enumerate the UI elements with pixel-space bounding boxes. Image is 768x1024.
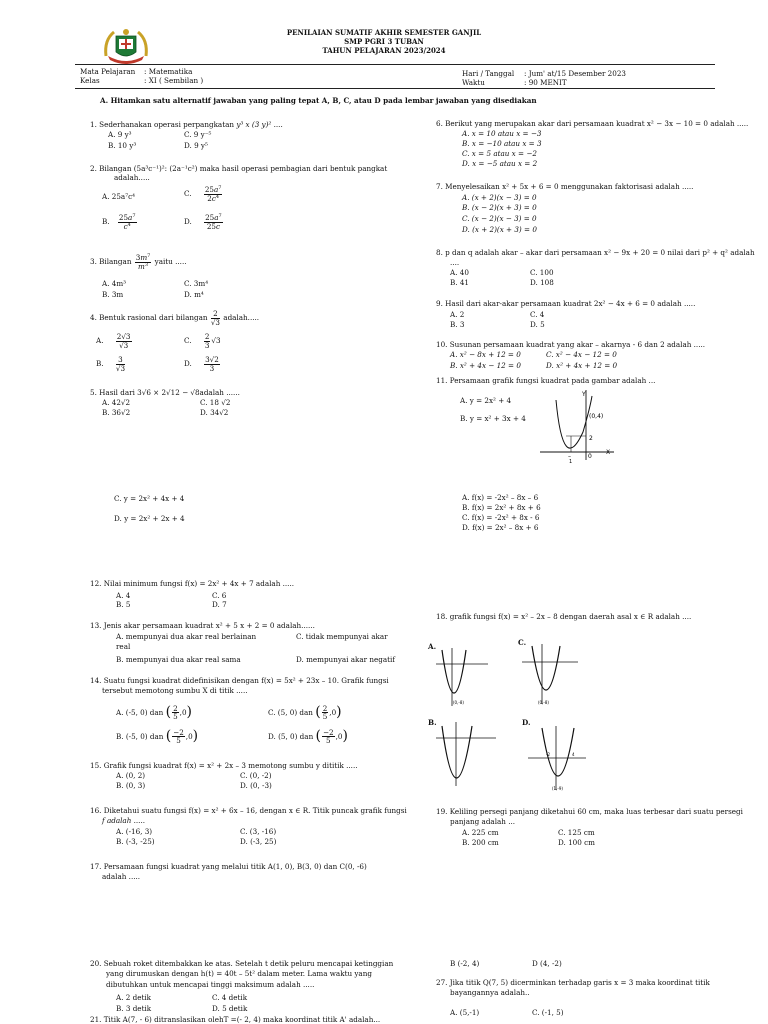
q11-x-label: X	[606, 449, 611, 456]
q27-option-c[interactable]: C. (-1, 5)	[532, 1008, 564, 1017]
q8-option-d[interactable]: D. 108	[530, 278, 554, 287]
q18c-curve	[532, 646, 560, 690]
q1-option-c[interactable]: C. 9 y⁻⁵	[184, 130, 212, 139]
q11-option-b[interactable]: B. y = x² + 3x + 4	[460, 414, 526, 423]
q4-option-d[interactable]	[184, 356, 221, 372]
q7-option-a[interactable]: A. (x + 2)(x − 3) = 0	[462, 193, 537, 202]
q9-option-d[interactable]: D. 5	[530, 320, 545, 329]
q12-option-d[interactable]: D. 7	[212, 600, 227, 609]
q9-option-c[interactable]: C. 4	[530, 310, 545, 319]
q1-option-d[interactable]: D. 9 y⁵	[184, 141, 208, 150]
q8-option-b[interactable]: B. 41	[450, 278, 469, 287]
q14-option-d-label: D. (5, 0) dan	[268, 731, 314, 741]
question-2-text: 2. Bilangan (5a³c⁻¹)²: (2a⁻¹c²) maka hasil operasi pembagian dari bentuk pangkat	[90, 164, 388, 173]
class-label: Kelas	[80, 76, 100, 85]
question-27-text2: bayangannya adalah..	[450, 988, 530, 997]
q15-option-b[interactable]: B. (0, 3)	[116, 781, 146, 790]
q11-y-label: Y	[582, 391, 586, 398]
exam-title	[284, 28, 484, 55]
question-17-text2: adalah .....	[102, 872, 141, 881]
q5-option-a[interactable]: A. 42√2	[102, 398, 131, 407]
q18-option-c[interactable]: C.	[518, 638, 527, 647]
q9-option-a[interactable]: A. 2	[450, 310, 465, 319]
q15-option-d[interactable]: D. (0, -3)	[240, 781, 272, 790]
q18-graph-b	[434, 720, 498, 788]
q14-option-c-label: C. (5, 0) dan	[268, 707, 313, 717]
q18d-neg2: -2	[546, 752, 550, 757]
q11-two-label: 2	[589, 435, 593, 442]
q18-option-a[interactable]: A.	[428, 642, 437, 651]
subject-label: Mata Pelajaran	[80, 67, 136, 76]
date-value: : Jum' at/15 Desember 2023	[524, 69, 626, 78]
q11-parabola-graph	[538, 388, 618, 464]
qfx-option-d[interactable]: D. f(x) = 2x² – 8x + 6	[462, 523, 539, 532]
q6-option-b[interactable]: B. x = −10 atau x = 3	[462, 139, 542, 148]
q10-option-d[interactable]: D. x² + 4x + 12 = 0	[546, 361, 618, 370]
question-20-text3: dibutuhkan untuk mencapai tinggi maksimum adalah .....	[106, 980, 315, 989]
q12-option-c[interactable]: C. 6	[212, 591, 227, 600]
q5-option-d[interactable]: D. 34√2	[200, 408, 229, 417]
question-2-text2: adalah.....	[114, 173, 150, 182]
q4-option-a-frac: $\frac{2√3}{√3}$	[116, 332, 131, 350]
question-6-text: 6. Berikut yang merupakan akar dari persamaan kuadrat x² − 3x − 10 = 0 adalah .....	[436, 119, 749, 128]
q13-option-d[interactable]: D. mempunyai akar negatif	[296, 655, 396, 664]
q3-option-d[interactable]: D. m⁴	[184, 290, 204, 299]
q19-option-b[interactable]: B. 200 cm	[462, 838, 499, 847]
q3-option-a[interactable]: A. 4m³	[102, 279, 127, 288]
q14-option-b[interactable]: B. (-5, 0) dan ( $\frac{-2}{5}$ ,0)	[116, 727, 199, 746]
q11-option-c[interactable]: C. y = 2x² + 4x + 4	[114, 494, 185, 503]
q2-option-a[interactable]: A. 25a⁷c⁴	[102, 192, 135, 201]
q14-option-c[interactable]: C. (5, 0) dan ( $\frac{2}{5}$ ,0)	[268, 703, 342, 722]
q13-option-c[interactable]: C. tidak mempunyai akar	[296, 632, 388, 641]
q21-option-d[interactable]: D (4, -2)	[532, 959, 562, 968]
q4-option-c-label: C.	[184, 336, 192, 346]
question-27-text: 27. Jika titik Q(7, 5) dicerminkan terhadap garis x = 3 maka koordinat titik	[436, 978, 710, 987]
question-4	[90, 310, 259, 326]
question-8-text2: ....	[450, 258, 460, 267]
question-11-text: 11. Persamaan grafik fungsi kuadrat pada gambar adalah ...	[436, 376, 656, 385]
q16-option-d[interactable]: D. (-3, 25)	[240, 837, 277, 846]
q11-zero-label: 0	[588, 453, 592, 460]
q9-option-b[interactable]: B. 3	[450, 320, 465, 329]
question-1-text: 1. Sederhanakan operasi perpangkatan	[90, 120, 235, 129]
q21-option-b[interactable]: B (-2, 4)	[450, 959, 480, 968]
q12-option-b[interactable]: B. 5	[116, 600, 131, 609]
q14-option-a-label: A. (-5, 0) dan	[116, 707, 164, 717]
subject-value: : Matematika	[144, 67, 193, 76]
q2-option-c[interactable]	[184, 186, 223, 202]
question-15-text: 15. Grafik fungsi kuadrat f(x) = x² + 2x – 3 memotong sumbu y dititik .....	[90, 761, 358, 770]
question-1	[90, 120, 283, 129]
instruction: A. Hitamkan satu alternatif jawaban yang paling tepat A, B, C, atau D pada lembar jawaban yang disediakan	[100, 96, 537, 105]
q27-option-a[interactable]: A. (5,-1)	[450, 1008, 480, 1017]
q18d-four: 4	[572, 752, 575, 757]
q18-graph-a	[432, 646, 492, 708]
q11-point-label: (0,4)	[589, 413, 604, 420]
q16-option-c[interactable]: C. (3, -16)	[240, 827, 277, 836]
question-7-text: 7. Menyelesaikan x² + 5x + 6 = 0 menggunakan faktorisasi adalah .....	[436, 182, 694, 191]
question-18-text: 18. grafik fungsi f(x) = x² – 2x – 8 dengan daerah asal x ∈ R adalah ....	[436, 612, 692, 621]
q13-option-a2: real	[116, 642, 131, 651]
question-3-post: yaitu .....	[154, 257, 187, 267]
q11-one-label: 1	[569, 459, 573, 464]
question-3-frac: $\frac{3m^7}{m^3}$	[135, 253, 151, 271]
question-17-text: 17. Persamaan fungsi kuadrat yang melalui titik A(1, 0), B(3, 0) dan C(0, -6)	[90, 862, 367, 871]
q18b-curve	[442, 726, 472, 778]
q1-option-a[interactable]: A. 9 y³	[108, 130, 132, 139]
q14-option-c-frac: $\frac{2}{5}$	[322, 703, 328, 722]
qfx-option-a[interactable]: A. f(x) = -2x² – 8x – 6	[462, 493, 539, 502]
question-20-text: 20. Sebuah roket ditembakkan ke atas. Setelah t detik peluru mencapai ketinggian	[90, 959, 394, 968]
q18-graph-d	[526, 724, 588, 792]
q19-option-c[interactable]: C. 125 cm	[558, 828, 595, 837]
q7-option-c[interactable]: C. (x − 2)(x − 3) = 0	[462, 214, 537, 223]
q2-option-b-frac: $\frac{25a^7}{c^4}$	[118, 213, 136, 231]
question-16-text2: f adalah .....	[102, 816, 146, 825]
q6-option-d[interactable]: D. x = −5 atau x = 2	[462, 159, 538, 168]
q5-option-c[interactable]: C. 18 √2	[200, 398, 231, 407]
q8-option-c[interactable]: C. 100	[530, 268, 554, 277]
question-4-pre: 4. Bentuk rasional dari bilangan	[90, 313, 208, 323]
q1-option-b[interactable]: B. 10 y³	[108, 141, 137, 150]
q15-option-c[interactable]: C. (0, -2)	[240, 771, 272, 780]
q14-option-d[interactable]: D. (5, 0) dan ( $\frac{-2}{5}$ ,0)	[268, 727, 348, 746]
q6-option-c[interactable]: C. x = 5 atau x = −2	[462, 149, 537, 158]
q16-option-b[interactable]: B. (-3, -25)	[116, 837, 155, 846]
q4-option-b-label: B.	[96, 359, 104, 369]
q2-option-d-frac: $\frac{25a^7}{25c}$	[205, 213, 222, 231]
q18c-point: (0,-8)	[538, 700, 549, 705]
q11-minus-label: –	[568, 453, 571, 460]
question-3-pre: 3. Bilangan	[90, 257, 132, 267]
q20-option-d[interactable]: D. 5 detik	[212, 1004, 248, 1013]
q4-option-d-label: D.	[184, 359, 192, 369]
question-10-text: 10. Susunan persamaan kuadrat yang akar – akarnya - 6 dan 2 adalah .....	[436, 340, 706, 349]
q2-option-c-frac: $\frac{25a^7}{2c^4}$	[204, 185, 222, 203]
question-3	[90, 254, 187, 270]
q4-option-c-frac: $\frac{2}{3}$	[204, 332, 210, 350]
q18a-point: (0,-8)	[453, 700, 464, 705]
q18a-curve	[442, 650, 466, 693]
question-1-expr: y³ x (3 y)² ....	[236, 120, 283, 129]
qfx-option-c[interactable]: C. f(x) = -2x² + 8x - 6	[462, 513, 540, 522]
time-label: Waktu	[462, 78, 485, 87]
q3-option-c[interactable]: C. 3m⁴	[184, 279, 209, 288]
question-4-frac: $\frac{2}{√3}$	[210, 309, 220, 327]
question-12-text: 12. Nilai minimum fungsi f(x) = 2x² + 4x + 7 adalah .....	[90, 579, 295, 588]
question-20-text2: yang dirumuskan dengan h(t) = 40t – 5t² dalam meter. Lama waktu yang	[106, 969, 372, 978]
question-5-text: 5. Hasil dari 3√6 × 2√12 − √8adalah ......	[90, 388, 240, 397]
q2-option-c-label: C.	[184, 189, 192, 199]
q10-option-c[interactable]: C. x² − 4x − 12 = 0	[546, 350, 617, 359]
q13-option-b[interactable]: B. mempunyai dua akar real sama	[116, 655, 241, 664]
q7-option-d[interactable]: D. (x + 2)(x + 3) = 0	[462, 225, 537, 234]
exam-title-line3: TAHUN PELAJARAN 2023/2024	[322, 46, 446, 56]
q11-option-a[interactable]: A. y = 2x² + 4	[460, 396, 512, 405]
q14-option-a[interactable]: A. (-5, 0) dan ( $\frac{2}{5}$ ,0)	[116, 703, 192, 722]
q18-graph-c	[518, 642, 582, 706]
question-8-text: 8. p dan q adalah akar – akar dari persamaan x² − 9x + 20 = 0 nilai dari p² + q² adalah	[436, 248, 755, 257]
date-label: Hari / Tanggal	[462, 69, 515, 78]
q19-option-a[interactable]: A. 225 cm	[462, 828, 499, 837]
question-9-text: 9. Hasil dari akar-akar persamaan kuadrat 2x² − 4x + 6 = 0 adalah .....	[436, 299, 696, 308]
q4-option-a[interactable]	[96, 333, 133, 349]
class-value: : XI ( Sembilan )	[144, 76, 204, 85]
q18-option-d[interactable]: D.	[522, 718, 531, 727]
question-16-text: 16. Diketahui suatu fungsi f(x) = x² + 6x – 16, dengan x ∈ R. Titik puncak grafik fungsi	[90, 806, 407, 815]
q3-option-b[interactable]: B. 3m	[102, 290, 124, 299]
q14-option-b-label: B. (-5, 0) dan	[116, 731, 164, 741]
question-19-text: 19. Keliling persegi panjang diketahui 60 cm, maka luas terbesar dari suatu persegi	[436, 807, 743, 816]
exam-title-line2: SMP PGRI 3 TUBAN	[344, 37, 424, 47]
q14-option-a-frac: $\frac{2}{5}$	[173, 703, 178, 722]
q16-option-a[interactable]: A. (-16, 3)	[116, 827, 153, 836]
q4-option-c[interactable]: C. $\frac{2}{3}$ √3	[184, 332, 221, 350]
q4-option-d-frac: $\frac{3√2}{3}$	[205, 355, 219, 373]
question-4-post: adalah.....	[223, 313, 260, 323]
q5-option-b[interactable]: B. 36√2	[102, 408, 131, 417]
q18-option-b[interactable]: B.	[428, 718, 437, 727]
q2-option-b-label: B.	[102, 217, 110, 227]
q11-option-d[interactable]: D. y = 2x² + 2x + 4	[114, 514, 185, 523]
q10-option-b[interactable]: B. x² + 4x − 12 = 0	[450, 361, 521, 370]
q11-parabola-curve	[556, 396, 592, 448]
question-14-text: 14. Suatu fungsi kuadrat didefinisikan dengan f(x) = 5x² + 23x – 10. Grafik fungsi	[90, 676, 389, 685]
q6-option-a[interactable]: A. x = 10 atau x = −3	[462, 129, 542, 138]
q13-option-a[interactable]: A. mempunyai dua akar real berlainan	[116, 632, 257, 641]
school-logo	[102, 26, 150, 64]
q4-option-b[interactable]	[96, 356, 126, 372]
q10-option-a[interactable]: A. x² − 8x + 12 = 0	[450, 350, 521, 359]
qfx-option-b[interactable]: B. f(x) = 2x² + 8x + 6	[462, 503, 541, 512]
q2-option-d-label: D.	[184, 217, 192, 227]
q2-option-d[interactable]	[184, 214, 224, 230]
q18d-point: (1,-9)	[552, 786, 563, 791]
q20-option-a[interactable]: A. 2 detik	[116, 993, 152, 1002]
q12-option-a[interactable]: A. 4	[116, 591, 131, 600]
question-13-text: 13. Jenis akar persamaan kuadrat x² + 5 x + 2 = 0 adalah......	[90, 621, 315, 630]
q14-option-d-frac: $\frac{-2}{5}$	[322, 727, 334, 746]
header-rule	[75, 64, 715, 65]
question-19-text2: panjang adalah ...	[450, 817, 516, 826]
info-rule	[75, 88, 715, 89]
question-21-text: 21. Titik A(7, - 6) ditranslasikan olehT =(- 2, 4) maka koordinat titik A' adalah...	[90, 1015, 381, 1024]
q20-option-b[interactable]: B. 3 detik	[116, 1004, 152, 1013]
q8-option-a[interactable]: A. 40	[450, 268, 469, 277]
q7-option-b[interactable]: B. (x − 2)(x + 3) = 0	[462, 203, 537, 212]
time-value: : 90 MENIT	[524, 78, 567, 87]
q14-option-b-frac: $\frac{-2}{5}$	[173, 727, 184, 746]
q4-option-b-frac: $\frac{3}{√3}$	[115, 355, 126, 373]
exam-title-line1: PENILAIAN SUMATIF AKHIR SEMESTER GANJIL	[286, 28, 482, 37]
q2-option-b[interactable]	[102, 214, 138, 230]
q19-option-d[interactable]: D. 100 cm	[558, 838, 595, 847]
question-14-text2: tersebut memotong sumbu X di titik .....	[102, 686, 248, 695]
q15-option-a[interactable]: A. (0, 2)	[116, 771, 146, 780]
q4-option-a-label: A.	[96, 336, 104, 346]
q20-option-c[interactable]: C. 4 detik	[212, 993, 248, 1002]
